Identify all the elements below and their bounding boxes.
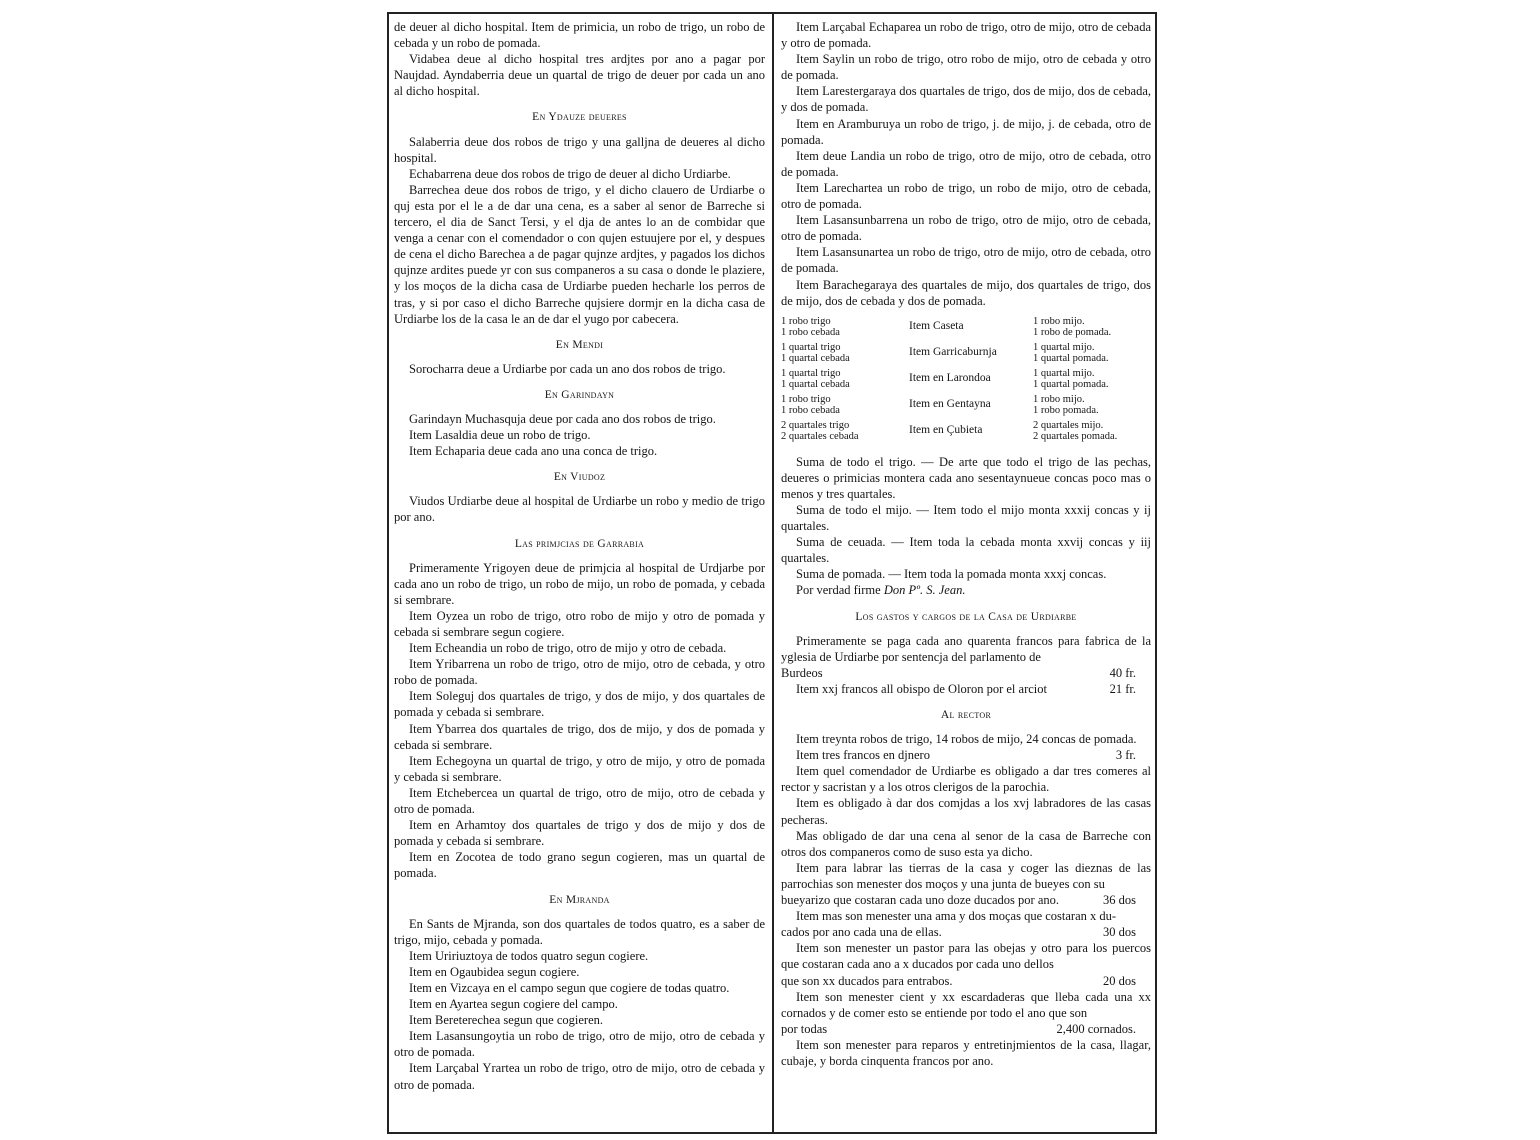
paragraph: Item en Arhamtoy dos quartales de trigo y dos de mijo y dos de pomada y cebada si sembrare. (394, 818, 765, 849)
table-cell: Item Garricaburnja (909, 346, 997, 359)
table-row (781, 368, 1151, 394)
paragraph: En Sants de Mjranda, son dos quartales de todos quatro, es a saber de trigo, mijo, cebada y pomada. (394, 916, 765, 947)
table-cell: 1 robo trigo 1 robo cebada (781, 393, 840, 417)
paragraph: Primeramente se paga cada ano quarenta francos para fabrica de la yglesia de Urdiarbe por sentencja del parlamento de (781, 633, 1151, 664)
amount-line: que son xx ducados para entrabos. 20 dos (781, 973, 1136, 988)
paragraph: Item son menester para reparos y entretinjmientos de la casa, llagar, cubaje, y borda cinquenta francos por ano. (781, 1037, 1151, 1068)
paragraph: Item para labrar las tierras de la casa y coger las dieznas de las parrochias son menester dos moços y una junta de bueyes con su (781, 860, 1151, 891)
section-heading: En Garindayn (544, 388, 615, 401)
paragraph: Salaberria deue dos robos de trigo y una galljna de deueres al dicho hospital. (394, 134, 765, 165)
paragraph: de deuer al dicho hospital. Item de primicia, un robo de trigo, un robo de cebada y un robo de pomada. (394, 20, 765, 51)
table-cell: 2 quartales trigo 2 quartales cebada (781, 419, 859, 443)
paragraph: Item en Zocotea de todo grano segun cogieren, mas un quartal de pomada. (394, 850, 765, 881)
paragraph: Item Yribarrena un robo de trigo, otro de mijo, otro de cebada, y otro robo de pomada. (394, 657, 765, 688)
paragraph: Item Ybarrea dos quartales de trigo, dos de mijo, y dos de pomada y cebada si sembrare. (394, 721, 765, 752)
amount-line: por todas 2,400 cornados. (781, 1021, 1136, 1036)
paragraph: Item Echaparia deue cada ano una conca de trigo. (409, 444, 658, 459)
paragraph: Item es obligado à dar dos comjdas a los xvj labradores de las casas pecheras. (781, 796, 1151, 827)
table-cell: 1 robo mijo. 1 robo pomada. (1033, 393, 1099, 417)
paragraph: Item Larechartea un robo de trigo, un robo de mijo, otro de cebada, otro de pomada. (781, 180, 1151, 212)
table-cell: Item en Gentayna (909, 398, 991, 411)
section-heading: En Mendi (555, 338, 604, 351)
section-heading: Los gastos y cargos de la Casa de Urdiarbe (855, 610, 1077, 623)
paragraph: Item Lasansunbarrena un robo de trigo, otro de mijo, otro de cebada, otro de pomada. (781, 213, 1151, 244)
paragraph: Suma de pomada. — Item toda la pomada monta xxxj concas. (796, 567, 1107, 582)
table-cell: Item en Çubieta (909, 424, 983, 437)
paragraph: Item Soleguj dos quartales de trigo, y dos de mijo, y dos quartales de pomada y cebada si sembrare. (394, 689, 765, 720)
amount-line: Burdeos 40 fr. (781, 665, 1136, 680)
paragraph: Item en Ayartea segun cogiere del campo. (409, 997, 618, 1012)
paragraph: Item Larestergaraya dos quartales de trigo, dos de mijo, dos de cebada, y dos de pomada. (781, 84, 1151, 115)
grain-table (781, 316, 1151, 446)
paragraph: Item Larçabal Echaparea un robo de trigo, otro de mijo, otro de cebada y otro de pomada. (781, 20, 1151, 51)
paragraph: Item mas son menester una ama y dos moças que costaran x du- (796, 909, 1117, 924)
paragraph: Vidabea deue al dicho hospital tres ardjtes por ano a pagar por Naujdad. Ayndaberria deue un quartal de trigo de deuer por cada un ano al dicho hospital. (394, 52, 765, 99)
section-heading: Las primjcias de Garrabia (514, 537, 645, 550)
signature: Don Pº. S. Jean. (883, 583, 966, 598)
table-cell: Item en Larondoa (909, 372, 991, 385)
paragraph: Echabarrena deue dos robos de trigo de deuer al dicho Urdiarbe. (409, 166, 731, 181)
amount-line: bueyarizo que costaran cada uno doze ducados por ano. 36 dos (781, 893, 1136, 908)
paragraph: Item son menester cient y xx escardaderas que lleba cada una xx cornados y de comer esto se entiende por todo el ano que son (781, 989, 1151, 1020)
paragraph: Sorocharra deue a Urdiarbe por cada un ano dos robos de trigo. (409, 361, 726, 376)
paragraph: Item en Vizcaya en el campo segun que cogiere de todas quatro. (409, 980, 730, 995)
amount-line: Item tres francos en djnero 3 fr. (796, 748, 1136, 763)
amount-line: cados por ano cada una de ellas. 30 dos (781, 925, 1136, 940)
paragraph: Viudos Urdiarbe deue al hospital de Urdiarbe un robo y medio de trigo por ano. (394, 494, 765, 525)
table-cell: 2 quartales mijo. 2 quartales pomada. (1033, 419, 1118, 443)
paragraph: Item quel comendador de Urdiarbe es obligado a dar tres comeres al rector y sacristan y a los otros clerigos de la parochia. (781, 764, 1151, 795)
paragraph: Item en Aramburuya un robo de trigo, j. de mijo, j. de cebada, otro de pomada. (781, 116, 1151, 147)
left-column (394, 19, 765, 1093)
table-row (781, 342, 1151, 368)
paragraph: Item deue Landia un robo de trigo, otro de mijo, otro de cebada, otro de pomada. (781, 148, 1151, 179)
paragraph: Item Echegoyna un quartal de trigo, y otro de mijo, y otro de pomada y cebada si sembrare. (394, 753, 765, 784)
paragraph: Item Larçabal Yrartea un robo de trigo, otro de mijo, otro de cebada y otro de pomada. (394, 1061, 765, 1092)
page-frame (387, 12, 1157, 1134)
section-heading: En Ydauze deueres (532, 111, 627, 124)
table-cell: 1 quartal trigo 1 quartal cebada (781, 367, 850, 391)
paragraph: Item Echeandia un robo de trigo, otro de mijo y otro de cebada. (409, 641, 727, 656)
paragraph: Item en Ogaubidea segun cogiere. (409, 964, 580, 979)
paragraph: Item Oyzea un robo de trigo, otro robo de mijo y otro de pomada y cebada si sembrare segun cogiere. (394, 608, 765, 639)
table-row (781, 316, 1151, 342)
paragraph: Mas obligado de dar una cena al senor de la casa de Barreche con otros dos companeros como de suso esta ya dicho. (781, 828, 1151, 859)
signature-line: Por verdad firme Don Pº. S. Jean. (796, 583, 966, 598)
paragraph: Item Lasansungoytia un robo de trigo, otro de mijo, otro de cebada y otro de pomada. (394, 1029, 765, 1060)
paragraph: Item Uririuztoya de todos quatro segun cogiere. (409, 948, 649, 963)
table-row (781, 420, 1151, 446)
table-row (781, 394, 1151, 420)
paragraph: Item Etchebercea un quartal de trigo, otro de mijo, otro de cebada y otro de pomada. (394, 785, 765, 817)
paragraph: Item Barachegaraya des quartales de mijo, dos quartales de trigo, dos de mijo, dos de cebada y dos de pomada. (781, 277, 1151, 308)
paragraph: Item son menester un pastor para las obejas y otro para los puercos que costaran cada ano a x ducados por cada uno dellos (781, 941, 1151, 972)
paragraph: Garindayn Muchasquja deue por cada ano dos robos de trigo. (409, 411, 716, 426)
paragraph: Barrechea deue dos robos de trigo, y el dicho clauero de Urdiarbe o quj esta por el le a de dar una cena, es a saber al senor de Barreche si tercero, el dia de Sanct Tersi, y el dja de antes lo an de combidar que venga a cenar con el comendador o con qujen estuujere por el, y despues de cena el dicho Barechea a de pagar qujnze ardjtes, y pagados los dichos qujnze ardites puede yr con sus companeros a su casa o donde le plaziere, y los moços de la dicha casa de Urdiarbe pueden hecharle los perros de tras, y si por caso el dicho Barreche qujsiere dormjr en la dicha casa de Urdiarbe los de la casa le an de dar el yugo por cabecera. (394, 182, 765, 326)
table-cell: 1 quartal mijo. 1 quartal pomada. (1033, 367, 1109, 391)
section-heading: En Mjranda (549, 893, 610, 906)
section-heading: En Viudoz (553, 471, 606, 484)
paragraph: Item Lasaldia deue un robo de trigo. (409, 428, 591, 443)
paragraph: Item Bereterechea segun que cogieren. (409, 1013, 603, 1028)
section-heading: Al rector (940, 709, 992, 721)
paragraph: Item Saylin un robo de trigo, otro robo de mijo, otro de cebada y otro de pomada. (781, 52, 1151, 83)
paragraph: Item treynta robos de trigo, 14 robos de mijo, 24 concas de pomada. (796, 732, 1137, 747)
paragraph: Suma de todo el mijo. — Item todo el mijo monta xxxij concas y ij quartales. (781, 502, 1151, 534)
amount-line: Item xxj francos all obispo de Oloron por el arciot 21 fr. (796, 681, 1136, 696)
column-divider (772, 14, 774, 1132)
right-column (781, 19, 1151, 1069)
paragraph: Suma de ceuada. — Item toda la cebada monta xxvij concas y iij quartales. (781, 535, 1151, 566)
table-cell: 1 robo trigo 1 robo cebada (781, 315, 840, 339)
paragraph: Primeramente Yrigoyen deue de primjcia al hospital de Urdjarbe por cada ano un robo de trigo, un robo de mijo, un robo de pomada, y cebada si sembrare. (394, 560, 765, 607)
table-cell: 1 quartal mijo. 1 quartal pomada. (1033, 341, 1109, 365)
table-cell: 1 quartal trigo 1 quartal cebada (781, 341, 850, 365)
table-cell: Item Caseta (909, 320, 964, 333)
paragraph: Item Lasansunartea un robo de trigo, otro de mijo, otro de cebada, otro de pomada. (781, 245, 1151, 276)
paragraph: Suma de todo el trigo. — De arte que todo el trigo de las pechas, deueres o primicias montera cada ano sesentaynueue concas poco mas o menos y tres quartales. (781, 454, 1151, 501)
table-cell: 1 robo mijo. 1 robo de pomada. (1033, 315, 1112, 339)
